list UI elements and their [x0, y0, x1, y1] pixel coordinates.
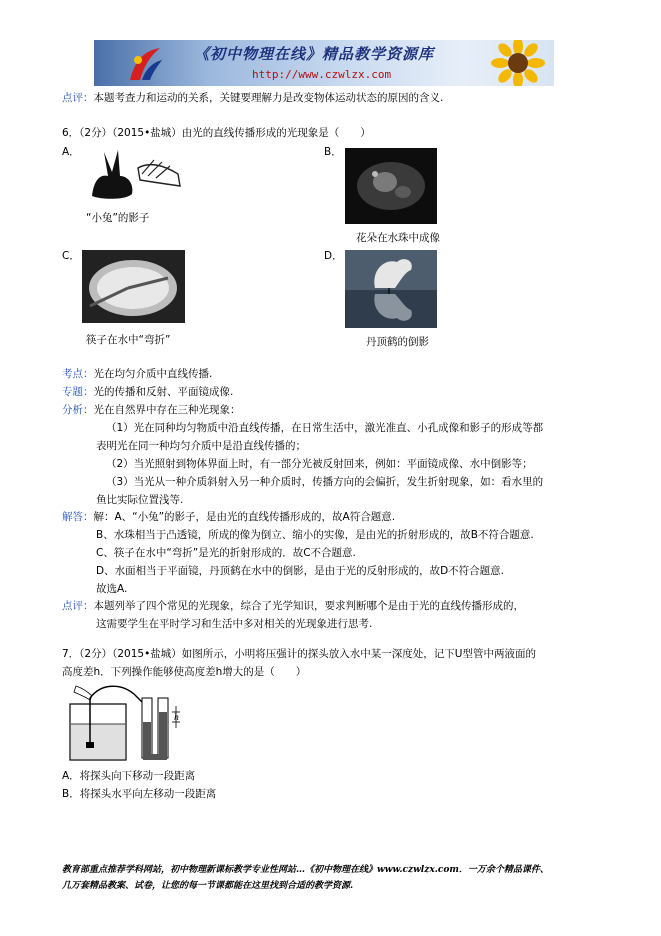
q7-option-a: A．将探头向下移动一段距离 — [62, 770, 196, 782]
fenxi-label: 分析： — [62, 404, 94, 416]
sunflower-image — [488, 40, 548, 86]
q6-zhuanti — [62, 384, 233, 400]
q7-stem-line: 高度差h．下列操作能够使高度差h增大的是（ ） — [62, 666, 307, 678]
q6-image-rabbit-shadow — [82, 146, 185, 202]
q7-h-label: h — [174, 713, 180, 722]
q6-option-a-letter: A． — [62, 146, 80, 158]
q6-option-d-letter: D． — [324, 250, 343, 262]
dianping-label: 点评： — [62, 600, 94, 612]
zhuanti-label: 专题： — [62, 386, 94, 398]
q6-image-crane-reflection — [345, 250, 437, 328]
q6-option-b-caption: 花朵在水珠中成像 — [356, 232, 440, 244]
fenxi-line: 光在自然界中存在三种光现象： — [93, 404, 241, 416]
fenxi-line: 鱼比实际位置浅等. — [96, 494, 184, 506]
q6-option-c-letter: C． — [62, 250, 80, 262]
kaodian-label: 考点： — [62, 368, 94, 380]
q6-option-d-caption: 丹顶鹤的倒影 — [366, 336, 429, 348]
jieda-line: C、筷子在水中“弯折”是光的折射形成的．故C不合题意. — [96, 547, 356, 559]
fenxi-line: （1）光在同种均匀物质中沿直线传播，在日常生活中，激光准直、小孔成像和影子的形成等都 — [106, 422, 544, 434]
footer-line: 教育部重点推荐学科网站，初中物理新课标教学专业性网站…《初中物理在线》www.czwlzx.com．一万余个精品课件、 — [62, 865, 549, 875]
dianping-line: 这需要学生在平时学习和生活中多对相关的光现象进行思考. — [96, 618, 373, 630]
q6-option-b-letter: B． — [324, 146, 342, 158]
footer-line: 几万套精品教案、试卷，让您的每一节课都能在这里找到合适的教学资源. — [62, 881, 354, 891]
q6-image-chopstick-in-water — [82, 250, 185, 323]
q6-jieda — [62, 509, 395, 525]
dianping-line: 本题列举了四个常见的光现象，综合了光学知识，要求判断哪个是由于光的直线传播形成的， — [93, 600, 524, 612]
jieda-line: 解：A、“小兔”的影子，是由光的直线传播形成的，故A符合题意. — [93, 511, 396, 523]
q7-stem-line: 7．（2分）（2015•盐城）如图所示，小明将压强计的探头放入水中某一深度处，记下U型管中两液面的 — [62, 648, 536, 660]
q6-fenxi — [62, 402, 241, 418]
prev-comment — [62, 90, 443, 106]
fenxi-line: （2）当光照射到物体界面上时，有一部分光被反射回来，例如：平面镜成像、水中倒影等； — [106, 458, 533, 470]
q6-kaodian — [62, 366, 212, 382]
jieda-label: 解答： — [62, 511, 94, 523]
site-logo — [126, 46, 164, 82]
fenxi-line: （3）当光从一种介质斜射入另一种介质时，传播方向的会偏折，发生折射现象，如：看水里的 — [106, 476, 544, 488]
q7-option-b: B．将探头水平向左移动一段距离 — [62, 788, 217, 800]
jieda-line: B、水珠相当于凸透镜，所成的像为倒立、缩小的实像，是由光的折射形成的，故B不符合题意. — [96, 529, 534, 541]
banner-url[interactable]: http://www.czwlzx.com — [252, 68, 392, 81]
header-banner — [94, 40, 554, 86]
prev-comment-label: 点评： — [62, 92, 94, 104]
q6-option-a-caption: “小兔”的影子 — [86, 212, 150, 224]
q6-stem: 6．（2分）（2015•盐城）由光的直线传播形成的光现象是（ ） — [62, 127, 371, 139]
q7-pressure-gauge-diagram — [62, 684, 202, 764]
banner-title: 《初中物理在线》精品教学资源库 — [194, 45, 435, 63]
zhuanti-text: 光的传播和反射、平面镜成像. — [93, 386, 234, 398]
q6-option-c-caption: 筷子在水中“弯折” — [86, 334, 171, 346]
kaodian-text: 光在均匀介质中直线传播. — [93, 368, 213, 380]
prev-comment-text: 本题考查力和运动的关系，关键要理解力是改变物体运动状态的原因的含义. — [93, 92, 444, 104]
fenxi-line: 表明光在同一种均匀介质中是沿直线传播的； — [96, 440, 306, 452]
q6-image-flower-in-droplet — [345, 148, 437, 224]
jieda-line: D、水面相当于平面镜，丹顶鹤在水中的倒影，是由于光的反射形成的，故D不符合题意. — [96, 565, 505, 577]
jieda-line: 故选A. — [96, 583, 128, 595]
q6-dianping — [62, 598, 524, 614]
